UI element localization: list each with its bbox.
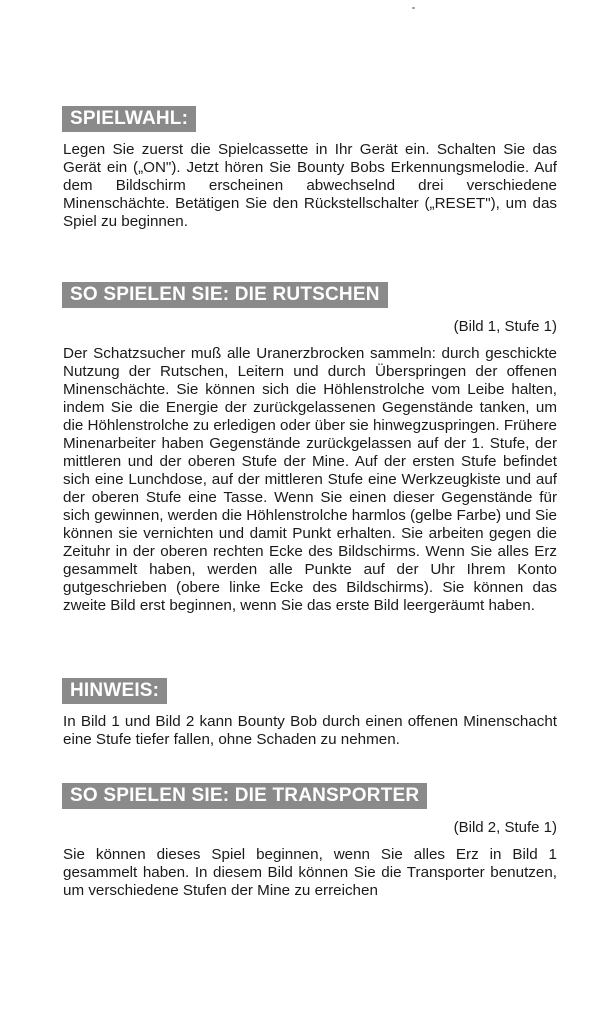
heading-rutschen: SO SPIELEN SIE: DIE RUTSCHEN [62, 282, 388, 308]
paragraph-rutschen [63, 345, 557, 615]
heading-spielwahl: SPIELWAHL: [62, 106, 196, 132]
text-rutschen: Der Schatzsucher muß alle Uranerzbrocken sammeln: durch geschickte Nutzung der Rutschen, Leitern und durch Überspringen der offenen Minenschächte. Sie können sich die Höhlenstrolche vom Leibe halten, indem Sie die Energie der zurückgelassenen Gegenstände tanken, um die Höhlenstrolche zu erledigen oder über sie hinwegzuspringen. Frühere Minenarbeiter haben Gegenstände zurückgelassen auf der 1. Stufe, der mittleren und der oberen Stufe der Mine. Auf der ersten Stufe befindet sich eine Lunchdose, auf der mittleren Stufe eine Werkzeugkiste und auf der oberen Stufe eine Tasse. Wenn Sie einen dieser Gegenstände für sich gewinnen, werden die Höhlenstrolche harmlos (gelbe Farbe) und Sie können sie vernichten und damit Punkt erhalten. Sie arbeiten gegen die Zeituhr in der oberen rechten Ecke des Bildschirms. Wenn Sie alles Erz gesammelt haben, werden alle Punkte auf der Uhr Ihrem Konto gutgeschrieben (obere linke Ecke des Bildschirms). Sie können das zweite Bild erst beginnen, wenn Sie das erste Bild leergeräumt haben. [63, 345, 557, 614]
text-transporter: Sie können dieses Spiel beginnen, wenn Sie alles Erz in Bild 1 gesammelt haben. In diesem Bild können Sie die Transporter benutzen, um verschiedene Stufen der Mine zu erreichen [63, 846, 557, 899]
ref-bild1-stufe1: (Bild 1, Stufe 1) [453, 318, 557, 335]
paragraph-transporter [63, 846, 557, 900]
heading-hinweis: HINWEIS: [62, 678, 167, 704]
paragraph-hinweis [63, 713, 557, 749]
text-spielwahl: Legen Sie zuerst die Spielcassette in Ihr Gerät ein. Schalten Sie das Gerät ein („ON"). Jetzt hören Sie Bounty Bobs Erkennungsmelodie. Auf dem Bildschirm erscheinen abwechselnd drei verschiedene Minenschächte. Betätigen Sie den Rückstellschalter („RESET"), um das Spiel zu beginnen. [63, 141, 557, 230]
heading-transporter: SO SPIELEN SIE: DIE TRANSPORTER [62, 783, 427, 809]
print-speck [412, 7, 415, 9]
ref-bild2-stufe1: (Bild 2, Stufe 1) [453, 819, 557, 836]
text-hinweis: In Bild 1 und Bild 2 kann Bounty Bob durch einen offenen Minenschacht eine Stufe tiefer fallen, ohne Schaden zu nehmen. [63, 713, 557, 748]
paragraph-spielwahl [63, 141, 557, 231]
